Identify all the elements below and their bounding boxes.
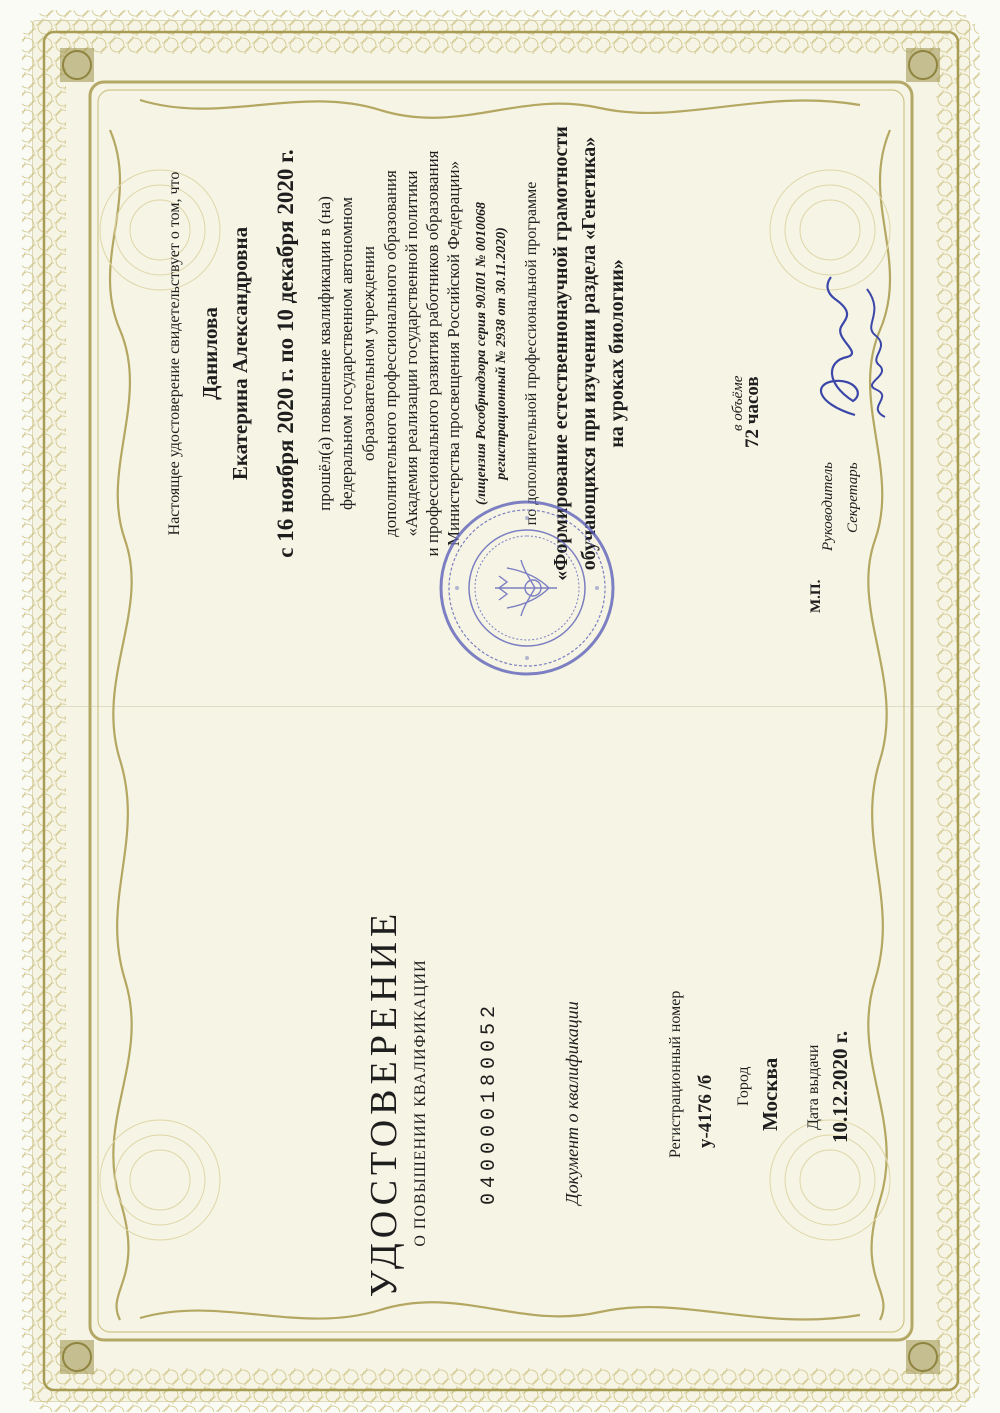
holder-surname: Данилова [198, 307, 222, 400]
institution-line: федеральном государственном автономном [337, 197, 356, 510]
program-title-line: обучающихся при изучении раздела «Генетика» [578, 136, 600, 571]
institution-line: образовательном учреждении [359, 245, 378, 462]
head-signature-label: Руководитель [820, 462, 836, 551]
program-title-line: «Формирование естественнонаучной грамотности [550, 126, 572, 581]
program-intro: по дополнительной профессиональной программе [523, 181, 540, 526]
license-line: регистрационный № 2938 от 30.11.2020) [494, 227, 509, 480]
seal-label: М.П. [808, 579, 824, 613]
certificate-subtitle: О ПОВЫШЕНИИ КВАЛИФИКАЦИИ [412, 959, 429, 1247]
institution-line: прошёл(а) повышение квалификации в (на) [315, 196, 334, 511]
registration-number-value: у-4176 /б [695, 1074, 716, 1148]
license-line: (лицензия Рособрнадзора серия 90Л01 № 0010068 [474, 202, 489, 505]
institution-line: дополнительного профессионального образования [381, 170, 400, 537]
issue-date-value: 10.12.2020 г. [828, 1030, 852, 1143]
institution-line: Министерства просвещения Российской Федерации» [444, 160, 463, 547]
program-title-line: на уроках биологии» [606, 259, 628, 448]
secretary-signature-label: Секретарь [845, 462, 861, 533]
institution-line: «Академия реализации государственной политики [402, 170, 421, 537]
intro-text: Настоящее удостоверение свидетельствует о том, что [166, 171, 183, 536]
certificate-number: 040000180052 [478, 1000, 501, 1206]
document-type: Документ о квалификации [562, 1001, 582, 1205]
official-seal [437, 498, 617, 678]
training-period: с 16 ноября 2020 г. по 10 декабря 2020 г. [273, 149, 298, 558]
secretary-signature [845, 283, 915, 423]
city-label: Город [735, 1066, 752, 1106]
city-value: Москва [758, 1057, 782, 1131]
institution-line: и профессионального развития работников образования [423, 150, 442, 557]
volume-label: в объёме [730, 375, 746, 431]
registration-number-label: Регистрационный номер [667, 990, 684, 1158]
volume-value: 72 часов [742, 376, 763, 448]
holder-given-names: Екатерина Александровна [228, 226, 252, 481]
issue-date-label: Дата выдачи [805, 1044, 822, 1130]
certificate-title: УДОСТОВЕРЕНИЕ [363, 908, 405, 1298]
